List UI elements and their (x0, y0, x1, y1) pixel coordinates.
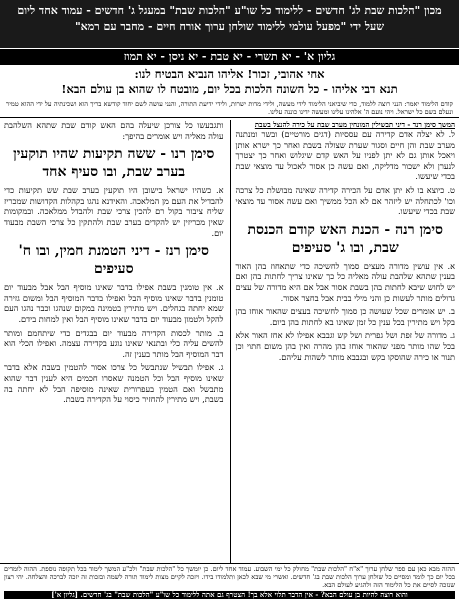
section-heading: סימן רנו - ששה תקיעות שהיו תוקעין בערב שבת, ובו סעיף אחד (13, 146, 215, 181)
quote-line-1: אחי אהובי, זכור! אליהו הנביא הבטיח לנו: (134, 67, 325, 81)
quote-line-2: תנא דבי אליהו - כל השונה הלכות בכל יום, מובטח לו שהוא בן עולם הבא! (61, 82, 398, 96)
paragraph: ותגבעשו כל צורכן שיעלה בהם האש קודם שבת שתהא השלהבת עולה מאליה ויש אומרים בהיפך: (4, 120, 224, 141)
footer-text: ההוה מבא כאן עם ספר שלחן ערוך "א"ח "הלכות שבת" מחולק כל ימי השבוע. עמוד אחד ליום. כן יומשך כל "הלכות שבת" ולכ"ע המשך לימוד בכל תקופה נוספת. ההוה לומדים בכל יום כך לומד ומסיים כל שולחן ערוך הלכות שבת בג' חדשים. ואשרי מי שבא לכאן ותלמודו בידו. ויזכה לקיים מצות לימוד תורה לשמה ובזכות זה יזכה לברכה והצלחה. יהי רצון שנזכה לסיים את כל הלימוד הזה ולהגיע לעולם הבא. (4, 564, 455, 590)
paragraph: ט. כיוצא בו לא יתן אדם על הכירה קדירה שאינה מבושלת כל צרכה וכו' לכתחלה יש ליזהר אם לא הכל ממשיך ואם עשה אסור עד מוצאי שבת בכדי שיעשו. (235, 184, 455, 217)
header-banner (0, 0, 459, 48)
paragraph: ל. לא יצלה אדם קדירה עם עססיות (דגים מורטיים) ובשר ומנתנה מערב שבת והן חיים וסגור שערת שצולה בשבת ואחר כך ישרא אותן ויאכל אותן גם לא יתן לפניו על האש קדם שיגלוש ואחר כך יצטרך לנערן ולא ישכור מדליקה, ואם עשה כן אסור לאכול עד מוצאי שבת בכדי שיעשו. (235, 129, 455, 182)
intro-prayer: קודם הלימוד יאמר: הנני רוצה ללמוד, כדי שיביאני הלימוד לידי מעשה, ולידי מדות ישרות, ולידי ידיעת התורה, והנני עושה לשם יחוד קודשא בריך הוא ושכינתיה על ידי ההוא טמיר ונעלם בשם כל ישראל. ויהי נועם ה' אלהינו עלינו ומעשה ידינו כוננה עלינו. (0, 99, 459, 118)
section-heading: סימן רנה - הכנת האש קודם הכנסת שבת, ובו ג' סעיפים (247, 221, 443, 256)
paragraph: ב. מותר לכסות הקדירה מבעוד יום בבגדים כדי שיתחמם ומותר להשים עליה כלי ובתנאי שאינו נוגע בקדירה עצמה. ואפילו הכלי הוא דבר המוסיף הבל מותר בענין זה. (4, 327, 224, 359)
header-line-1: מכון "הלכות שבת לג' חדשים - ללימוד כל שו"ע "הלכות שבת" במעגל ג' חדשים - עמוד אחד ליום (17, 4, 442, 17)
paragraph: א. אין טומנין בשבת אפילו בדבר שאינו מוסיף הבל אבל מבעוד יום טומנין בדבר שאינו מוסיף הבל ואפילו בדבר המוסיף הבל ומשום גזירה שמא יחתה בגחלים. ויש מתירין בטמינה במקום שנהגו וכבר נהגו העם להקל ולטמון מבעוד יום בדבר שאינו מוסיף הבל ואין למחות בידם. (4, 282, 224, 324)
text-columns (0, 118, 459, 565)
paragraph: ג. מדורה של זפת ושל גפרית ושל קש וגבבא אפילו לא אחז האור אלא בכל שהו מותר מפני שהאור אוחז בהן מהרה ואין בהן משום חתוי וכן תנור או כירה שהוסקו בקש ובגבבא מותר לשהות עליהם. (235, 330, 455, 362)
left-column (4, 120, 224, 563)
paragraph: א. אין עושין מדורה מעצים סמוך לחשיכה כדי שתאחוז בהן האור בענין שתהא שלהבת עולה מאליה כל כך שאינו צריך לחתות בהן ואם יש לחוש שיבא לחתות בהן בשבת אסור אבל אם היא מדורה של עצים גדולים מותר לעשות כן והני מילי בבית אבל בחצר אסור. (235, 260, 455, 303)
paragraph: ג. אפילו תבשיל שנתבשל כל צרכו אסור להטמין בשבת אלא בדבר שאינו מוסיף הבל וכל הטמנה שאסרו חכמים היא לענין דבר שהוא מתבשל ואם הטמין בעפרורית שאינה מוסיפה הבל לא יחתה בה בשבת, ויש מתירין להחזיר כיסוי על הקדירה בשבת. (4, 362, 224, 405)
continuation-label: המשך סימן רנד - דיני תבשילין המונחין מערב שבת על כירה להנצל בשבת (254, 120, 455, 129)
paragraph: ב. יש אומרים שכל שעושה כן סמוך לחשיכה בעצים שהאור אוחז בהן בקל ויש מתירין בכל ענין כל זמן שאינו בא לחתות בהן ביום. (235, 306, 455, 327)
tana-quote (0, 65, 459, 99)
footer-note (0, 563, 459, 600)
issue-dates-bar: גליון א' - יא תשרי - יא טבת - יא ניסן - יא תמוז (0, 48, 459, 65)
footer-banner: והוא רוצה להיות בן עולם הבא? - אין הדבר תלוי אלא בך! הצטרף גם אתה ללימוד כל שו"ע "הלכות שבת" בג' חדשים. [גליון א'] (4, 591, 455, 599)
right-column (230, 120, 456, 563)
paragraph: א. כשהיו ישראל בישובן היו תוקעין בערב שבת שש תקיעות כדי להבדיל את העם מן המלאכה. והאידנא נהגו בקהלות הקדושות שמכריז שליח ציבור בקול רם להכין צרכי שבת ולהבדל ממלאכה. ובמקומות שאין מכריזין יש להקדים בערב שבת ולהתקין כל צרכי השבת מבעוד יום. (4, 185, 224, 238)
header-line-2: שעל ידי "מפעל עולמי ללימוד שולחן ערוך אורח חיים - מחבר עם רמא" (74, 20, 385, 33)
section-heading: סימן רנז - דיני הטמנת חמין, ובו ח' סעיפים (18, 243, 209, 278)
